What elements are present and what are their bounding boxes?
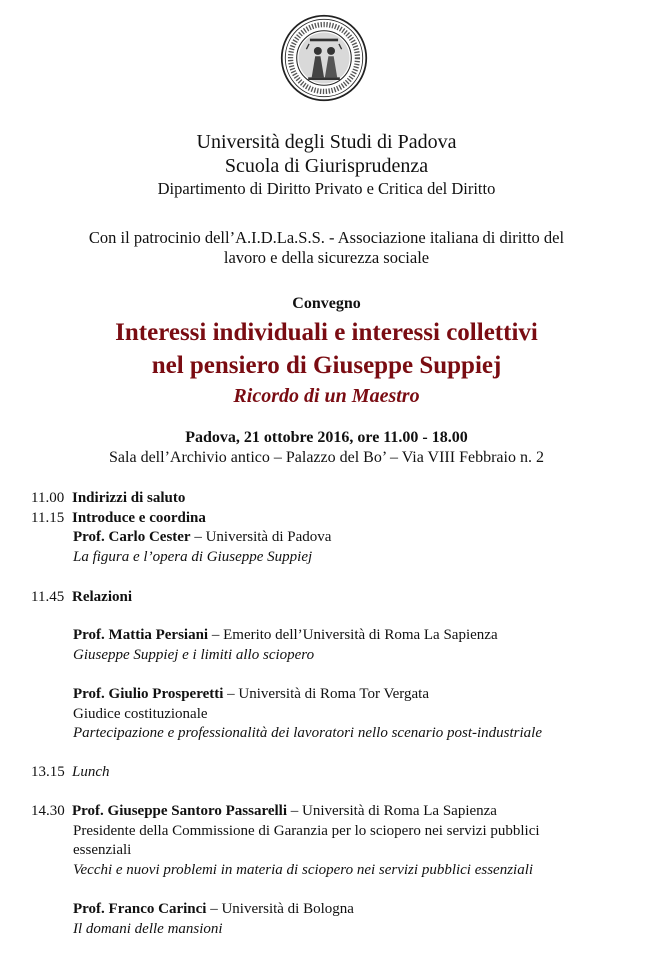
speaker-line xyxy=(73,626,498,645)
speaker-affiliation: – Università di Padova xyxy=(190,529,332,545)
program-time: 11.00 xyxy=(31,490,65,506)
speaker-role: Giudice costituzionale xyxy=(73,706,208,722)
program-time: 11.45 xyxy=(31,589,65,605)
program-item-welcome xyxy=(31,489,641,508)
event-title-line-1: Interessi individuali e interessi collettivi xyxy=(115,319,538,346)
program-title: Indirizzi di saluto xyxy=(72,490,186,506)
speaker-line xyxy=(73,900,354,919)
speaker-name: Prof. Giulio Prosperetti xyxy=(73,686,224,702)
program-item-intro xyxy=(31,509,641,528)
speaker-role-line-1: Presidente della Commissione di Garanzia per lo sciopero nei servizi pubblici xyxy=(73,823,540,839)
department-name: Dipartimento di Diritto Privato e Critica del Diritto xyxy=(157,179,496,198)
program-item-afternoon xyxy=(31,802,641,821)
patronage-line-2: lavoro e della sicurezza sociale xyxy=(223,248,430,267)
speaker-affiliation: – Emerito dell’Università di Roma La Sapienza xyxy=(208,627,498,643)
university-name: Università degli Studi di Padova xyxy=(196,131,457,153)
talk-title: Giuseppe Suppiej e i limiti allo sciopero xyxy=(73,647,315,663)
talk-title: Partecipazione e professionalità dei lavoratori nello scenario post-industriale xyxy=(73,725,542,741)
program-title: Relazioni xyxy=(72,589,132,605)
program-item-relazioni xyxy=(31,588,641,607)
university-seal-icon xyxy=(280,14,368,102)
program-title: Introduce e coordina xyxy=(72,510,206,526)
speaker-line xyxy=(73,528,331,547)
talk-title: Vecchi e nuovi problemi in materia di sciopero nei servizi pubblici essenziali xyxy=(73,862,534,878)
speaker-affiliation: – Università di Bologna xyxy=(206,901,354,917)
event-date-time: Padova, 21 ottobre 2016, ore 11.00 - 18.00 xyxy=(185,429,468,446)
event-label: Convegno xyxy=(292,295,361,312)
patronage-line-1: Con il patrocinio dell’A.I.D.La.S.S. - Associazione italiana di diritto del xyxy=(88,228,565,247)
talk-title: Il domani delle mansioni xyxy=(73,921,223,937)
program-time: 13.15 xyxy=(31,764,65,780)
speaker-name: Prof. Carlo Cester xyxy=(73,529,191,545)
talk-title: La figura e l’opera di Giuseppe Suppiej xyxy=(73,549,313,565)
speaker-line xyxy=(73,685,429,704)
event-title-line-2: nel pensiero di Giuseppe Suppiej xyxy=(151,352,502,379)
school-name: Scuola di Giurisprudenza xyxy=(224,155,429,177)
program-time: 11.15 xyxy=(31,510,65,526)
program-time: 14.30 xyxy=(31,803,65,819)
speaker-affiliation: – Università di Roma La Sapienza xyxy=(287,803,497,819)
speaker-name: Prof. Giuseppe Santoro Passarelli xyxy=(72,803,288,819)
speaker-name: Prof. Franco Carinci xyxy=(73,901,207,917)
program-item-lunch xyxy=(31,763,641,782)
speaker-affiliation: – Università di Roma Tor Vergata xyxy=(223,686,429,702)
event-subtitle: Ricordo di un Maestro xyxy=(233,385,420,407)
program-title: Lunch xyxy=(72,764,110,780)
speaker-name: Prof. Mattia Persiani xyxy=(73,627,209,643)
event-venue: Sala dell’Archivio antico – Palazzo del Bo’ – Via VIII Febbraio n. 2 xyxy=(109,449,544,466)
speaker-role-line-2: essenziali xyxy=(73,842,132,858)
